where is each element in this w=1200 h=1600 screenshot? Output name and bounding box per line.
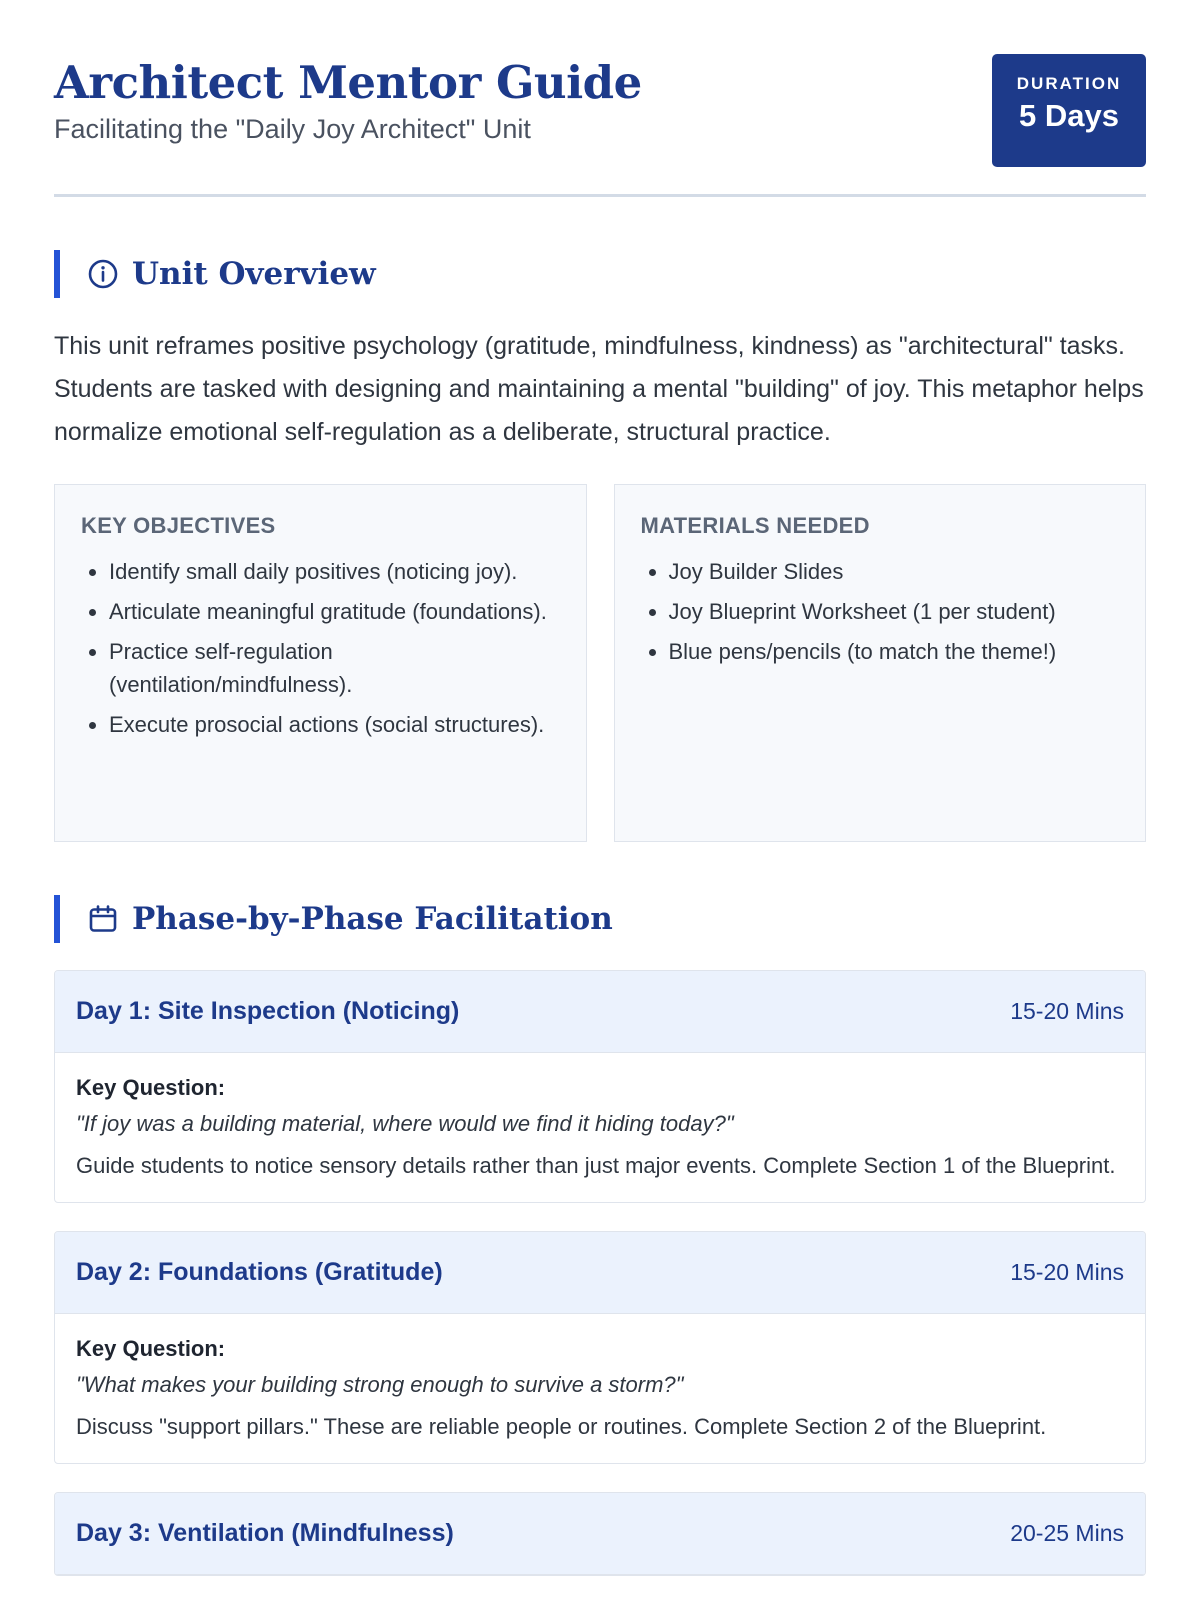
day-description: Discuss "support pillars." These are reliable people or routines. Complete Section 2 of the Blueprint. [76,1414,1047,1439]
info-icon [86,257,120,291]
calendar-icon [86,902,120,936]
key-question-text: "If joy was a building material, where would we find it hiding today?" [76,1111,734,1136]
unit-overview-title: Unit Overview [132,256,376,292]
list-item: • Blue pens/pencils (to match the theme!) [669,635,1120,668]
list-item: • Identify small daily positives (noticing joy). [109,555,560,588]
day-card [54,1231,1146,1464]
day-duration: 15-20 Mins [1010,998,1124,1024]
day-duration: 20-25 Mins [1010,1520,1124,1546]
key-question-label: Key Question: [76,1075,226,1100]
key-objectives-list [81,555,560,741]
day-title: Day 3: Ventilation (Mindfulness) [76,1519,454,1547]
list-item: • Joy Builder Slides [669,555,1120,588]
day-card [54,1492,1146,1576]
materials-needed-title: MATERIALS NEEDED [640,513,870,538]
page-title: Architect Mentor Guide [54,56,642,109]
day-title: Day 2: Foundations (Gratitude) [76,1258,443,1286]
list-item: • Articulate meaningful gratitude (foundations). [109,595,560,628]
day-card-body [55,1314,1145,1463]
overview-boxes [54,484,1146,842]
overview-paragraph: This unit reframes positive psychology (gratitude, mindfulness, kindness) as "architectural" tasks. Students are tasked with designing and maintaining a mental "building" of joy. This metaphor helps normalize emotional self-regulation as a deliberate, structural practice. [54,332,1144,446]
materials-needed-list [641,555,1120,668]
phase-facilitation-heading [54,895,1146,943]
phase-facilitation-title: Phase-by-Phase Facilitation [132,901,613,937]
key-question-label: Key Question: [76,1336,226,1361]
unit-overview-heading [54,250,1146,298]
day-card-header [55,1493,1145,1575]
day-description: Guide students to notice sensory details rather than just major events. Complete Section 1 of the Blueprint. [76,1153,1116,1178]
list-item: • Practice self-regulation (ventilation/mindfulness). [109,635,560,701]
materials-needed-box [614,484,1147,842]
duration-label: DURATION [1016,74,1122,93]
day-duration: 15-20 Mins [1010,1259,1124,1285]
list-item: • Joy Blueprint Worksheet (1 per student) [669,595,1120,628]
duration-value: 5 Days [1019,98,1119,133]
duration-badge [992,54,1146,167]
list-item: • Execute prosocial actions (social structures). [109,708,560,741]
page-header [54,0,1146,197]
day-card-header [55,1232,1145,1314]
day-title: Day 1: Site Inspection (Noticing) [76,997,460,1025]
day-card-header [55,971,1145,1053]
key-question-text: "What makes your building strong enough to survive a storm?" [76,1372,684,1397]
day-card [54,970,1146,1203]
day-card-body [55,1053,1145,1202]
key-objectives-title: KEY OBJECTIVES [81,513,276,538]
page-subtitle: Facilitating the "Daily Joy Architect" Unit [54,114,531,144]
key-objectives-box [54,484,587,842]
day-list [54,970,1146,1576]
